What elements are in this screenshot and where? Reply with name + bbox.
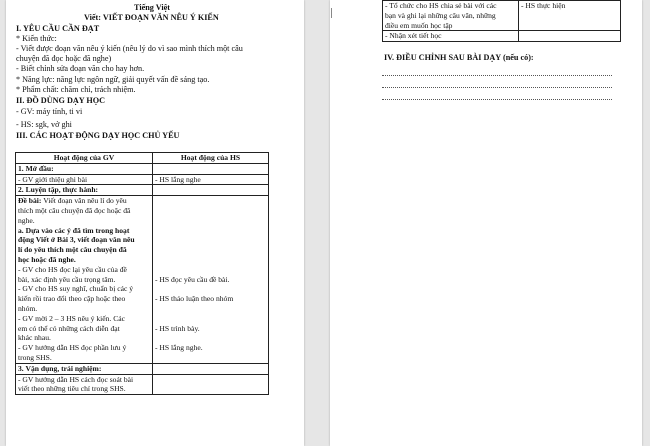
knowledge-label: * Kiến thức: xyxy=(16,34,57,43)
text-line: nghe. xyxy=(18,215,35,225)
text-line: trong SHS. xyxy=(18,352,52,362)
text-line: nhóm. xyxy=(18,303,38,313)
table-row xyxy=(16,196,269,364)
cell-intro: - GV giới thiệu ghi bài xyxy=(16,174,153,185)
text-line: - GV hướng dẫn HS đọc phần lưu ý xyxy=(18,343,127,353)
text-line: bài, xác định yêu cầu trọng tâm. xyxy=(18,274,116,284)
cell-apply: 3. Vận dụng, trải nghiệm: xyxy=(16,363,153,374)
text-line: lí do yêu thích một câu chuyện đã xyxy=(18,245,127,255)
table-row xyxy=(16,185,269,196)
cell-practice-student xyxy=(153,196,269,364)
dotted-line xyxy=(382,87,612,88)
table-row xyxy=(16,363,269,374)
text-line: viết theo những tiêu chí trong SHS. xyxy=(18,384,126,394)
cell-listen: - HS lắng nghe xyxy=(153,174,269,185)
cell-share xyxy=(383,1,519,31)
document-page-right xyxy=(330,0,642,446)
text-line: - GV cho HS suy nghĩ, chuẩn bị các ý xyxy=(18,284,134,294)
text-line: - GV hướng dẫn HS cách đọc soát bài xyxy=(18,374,134,384)
table-row xyxy=(383,31,621,42)
teacher-equipment: - GV: máy tính, ti vi xyxy=(16,107,83,116)
cell-do: - HS thực hiện xyxy=(519,1,621,31)
cell-review: - Nhận xét tiết học xyxy=(383,31,519,42)
cell-empty xyxy=(519,31,621,42)
lesson-title: Viết: VIẾT ĐOẠN VĂN NÊU Ý KIẾN xyxy=(84,13,219,22)
header-teacher: Hoạt động của GV xyxy=(16,153,153,164)
student-equipment: - HS: sgk, vở ghi xyxy=(16,120,72,129)
section-3-heading: III. CÁC HOẠT ĐỘNG DẠY HỌC CHỦ YẾU xyxy=(16,131,180,140)
text-line: - GV mời 2 – 3 HS nêu ý kiến. Các xyxy=(18,313,126,323)
text-line: - HS đọc yêu cầu đề bài. xyxy=(155,274,230,284)
dotted-line xyxy=(382,99,612,100)
text-line: - HS trình bày. xyxy=(155,323,200,333)
cell-practice-content: Đề bài: Viết đoạn văn nêu lí do yêu thích một câu chuyện đã đọc hoặc đã nghe. a. Dựa vào các ý đã tìm trong hoạt động Viết ở Bài 3, viết đoạn văn nêu lí do yêu thích một câu chuyện đã học hoặc đã nghe. - GV cho HS đọc lại yêu cầu của đề bài, xác định yêu cầu trọng tâm. - GV cho HS suy nghĩ, chuẩn bị các ý kiến rồi trao đổi theo cặp hoặc theo nhóm. - GV mời 2 – 3 HS nêu ý kiến. Các em có thể có những cách diễn đạt khác nhau. - GV hướng dẫn HS đọc phần lưu ý trong SHS. xyxy=(16,196,153,364)
table-row xyxy=(16,174,269,185)
knowledge-item-2: - Biết chỉnh sửa đoạn văn cho hay hơn. xyxy=(16,64,145,73)
text-line: kiến rồi trao đổi theo cặp hoặc theo xyxy=(18,294,126,304)
text-line: Viết đoạn văn nêu lí do yêu xyxy=(43,196,127,206)
knowledge-item-1b: chuyện đã đọc hoặc đã nghe) xyxy=(16,54,112,63)
activities-table xyxy=(15,152,269,395)
text-line: bạn và ghi lại những câu văn, những xyxy=(385,10,496,20)
subject-heading: Tiếng Việt xyxy=(134,3,171,12)
skill-line: * Năng lực: năng lực ngôn ngữ, giải quyết vấn đề sáng tạo. xyxy=(16,75,210,84)
table-row xyxy=(16,163,269,174)
text-line: - GV cho HS đọc lại yêu cầu của đề xyxy=(18,264,127,274)
header-student: Hoạt động của HS xyxy=(153,153,269,164)
text-line: khác nhau. xyxy=(18,333,51,343)
cell-apply-content xyxy=(16,374,153,395)
section-1-heading: I. YÊU CẦU CẦN ĐẠT xyxy=(16,24,100,33)
text-line: - HS thảo luận theo nhóm xyxy=(155,294,234,304)
text-line: em có thể có những cách diễn đạt xyxy=(18,323,120,333)
cell-empty xyxy=(153,363,269,374)
text-line: - HS lắng nghe. xyxy=(155,343,203,353)
text-line: điều em muốn học tập xyxy=(385,20,453,30)
text-cursor xyxy=(331,8,336,18)
dotted-line xyxy=(382,75,612,76)
section-4-heading: IV. ĐIỀU CHỈNH SAU BÀI DẠY (nếu có): xyxy=(384,53,534,62)
cell-empty xyxy=(153,163,269,174)
section-2-heading: II. ĐỒ DÙNG DẠY HỌC xyxy=(16,96,106,105)
table-header-row xyxy=(16,153,269,164)
table-row xyxy=(16,374,269,395)
cell-empty xyxy=(153,374,269,395)
activities-table-continued xyxy=(382,0,621,42)
quality-line: * Phẩm chất: chăm chỉ, trách nhiệm. xyxy=(16,85,136,94)
cell-practice: 2. Luyện tập, thực hành: xyxy=(16,185,153,196)
text-line: a. Dựa vào các ý đã tìm trong hoạt xyxy=(18,225,130,235)
cell-opening: 1. Mở đầu: xyxy=(16,163,153,174)
text-line: - Tổ chức cho HS chia sẻ bài với các xyxy=(385,1,497,10)
document-page-left xyxy=(6,0,304,446)
table-row xyxy=(383,1,621,31)
cell-empty xyxy=(153,185,269,196)
text-line: động Viết ở Bài 3, viết đoạn văn nêu xyxy=(18,235,135,245)
text-line: học hoặc đã nghe. xyxy=(18,254,76,264)
text-line: thích một câu chuyện đã đọc hoặc đã xyxy=(18,205,131,215)
knowledge-item-1a: - Viết được đoạn văn nêu ý kiến (nêu lý do vì sao mình thích một câu xyxy=(16,44,243,53)
